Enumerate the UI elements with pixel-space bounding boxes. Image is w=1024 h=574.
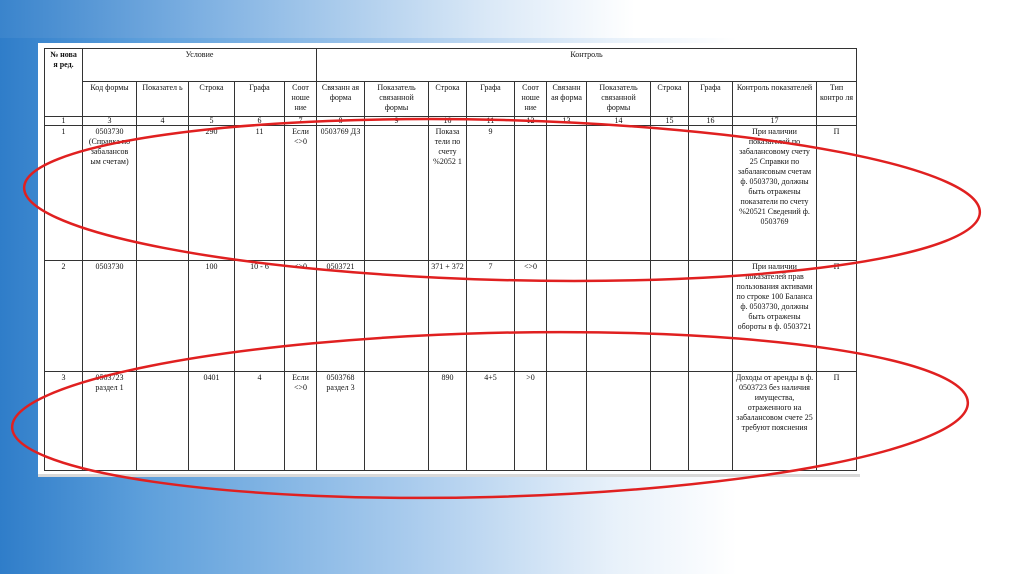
cell-line-2: Показа тели по счету %2052 1 bbox=[429, 126, 467, 261]
cell-column: 10 - 6 bbox=[235, 261, 285, 372]
highlight-oval-top bbox=[22, 108, 982, 293]
header-linked-form: Связанн ая форма bbox=[317, 82, 365, 117]
header-column-3: Графа bbox=[689, 82, 733, 117]
cell-form-code: 0503730 (Справка по забалансов ым счетам) bbox=[83, 126, 137, 261]
highlight-oval-bottom bbox=[10, 321, 970, 510]
col-number: 11 bbox=[467, 117, 515, 126]
header-line-3: Строка bbox=[651, 82, 689, 117]
cell-ratio: <>0 bbox=[285, 261, 317, 372]
cell-column-2: 7 bbox=[467, 261, 515, 372]
header-ratio-2: Соот ноше ние bbox=[515, 82, 547, 117]
cell-num: 3 bbox=[45, 372, 83, 471]
col-number: 8 bbox=[317, 117, 365, 126]
col-number: 12 bbox=[515, 117, 547, 126]
col-number: 14 bbox=[587, 117, 651, 126]
header-control: Контроль bbox=[317, 49, 857, 82]
cell-ratio-2: <>0 bbox=[515, 261, 547, 372]
cell-ratio: Если <>0 bbox=[285, 126, 317, 261]
header-row-number: № нова я ред. bbox=[45, 49, 83, 117]
cell-type: П bbox=[817, 372, 857, 471]
col-number: 16 bbox=[689, 117, 733, 126]
cell-control: При наличии показателей по забалансовому счету 25 Справки по забалансовым счетам ф. 0503730, должны быть отражены показатели по счету %20521 Сведений ф. 0503769 bbox=[733, 126, 817, 261]
cell-ratio: Если <>0 bbox=[285, 372, 317, 471]
cell-line: 100 bbox=[189, 261, 235, 372]
header-control-type: Тип контро ля bbox=[817, 82, 857, 117]
col-number: 15 bbox=[651, 117, 689, 126]
col-number: 7 bbox=[285, 117, 317, 126]
cell-form-code: 0503730 bbox=[83, 261, 137, 372]
cell-column: 4 bbox=[235, 372, 285, 471]
header-line-2: Строка bbox=[429, 82, 467, 117]
col-number: 17 bbox=[733, 117, 817, 126]
cell-line: 0401 bbox=[189, 372, 235, 471]
cell-line: 290 bbox=[189, 126, 235, 261]
header-line: Строка bbox=[189, 82, 235, 117]
header-form-code: Код формы bbox=[83, 82, 137, 117]
header-column-2: Графа bbox=[467, 82, 515, 117]
cell-column-2: 4+5 bbox=[467, 372, 515, 471]
cell-control: При наличии показателей прав пользования активами по строке 100 Баланса ф. 0503730, должны быть отражены обороты в ф. 0503721 bbox=[733, 261, 817, 372]
cell-control: Доходы от аренды в ф. 0503723 без наличия имущества, отраженного на забалансовом счете 25 требуют пояснения bbox=[733, 372, 817, 471]
col-number: 9 bbox=[365, 117, 429, 126]
header-control-indicators: Контроль показателей bbox=[733, 82, 817, 117]
col-number: 10 bbox=[429, 117, 467, 126]
cell-line-2: 371 + 372 bbox=[429, 261, 467, 372]
header-ratio: Соот ноше ние bbox=[285, 82, 317, 117]
col-number: 6 bbox=[235, 117, 285, 126]
header-column: Графа bbox=[235, 82, 285, 117]
cell-line-2: 890 bbox=[429, 372, 467, 471]
cell-column: 11 bbox=[235, 126, 285, 261]
cell-type: П bbox=[817, 261, 857, 372]
cell-linked-form: 0503769 ДЗ bbox=[317, 126, 365, 261]
cell-num: 2 bbox=[45, 261, 83, 372]
cell-linked-form: 0503768 раздел 3 bbox=[317, 372, 365, 471]
cell-num: 1 bbox=[45, 126, 83, 261]
cell-form-code: 0503723 раздел 1 bbox=[83, 372, 137, 471]
header-linked-indicator-2: Показатель связанной формы bbox=[587, 82, 651, 117]
col-number: 3 bbox=[83, 117, 137, 126]
col-number: 1 bbox=[45, 117, 83, 126]
cell-column-2: 9 bbox=[467, 126, 515, 261]
header-condition: Условие bbox=[83, 49, 317, 82]
col-number: 4 bbox=[137, 117, 189, 126]
header-linked-form-2: Связанн ая форма bbox=[547, 82, 587, 117]
header-indicator: Показател ь bbox=[137, 82, 189, 117]
col-number: 13 bbox=[547, 117, 587, 126]
header-linked-indicator: Показатель связанной формы bbox=[365, 82, 429, 117]
col-number: 5 bbox=[189, 117, 235, 126]
cell-linked-form: 0503721 bbox=[317, 261, 365, 372]
cell-ratio-2: >0 bbox=[515, 372, 547, 471]
cell-type: П bbox=[817, 126, 857, 261]
